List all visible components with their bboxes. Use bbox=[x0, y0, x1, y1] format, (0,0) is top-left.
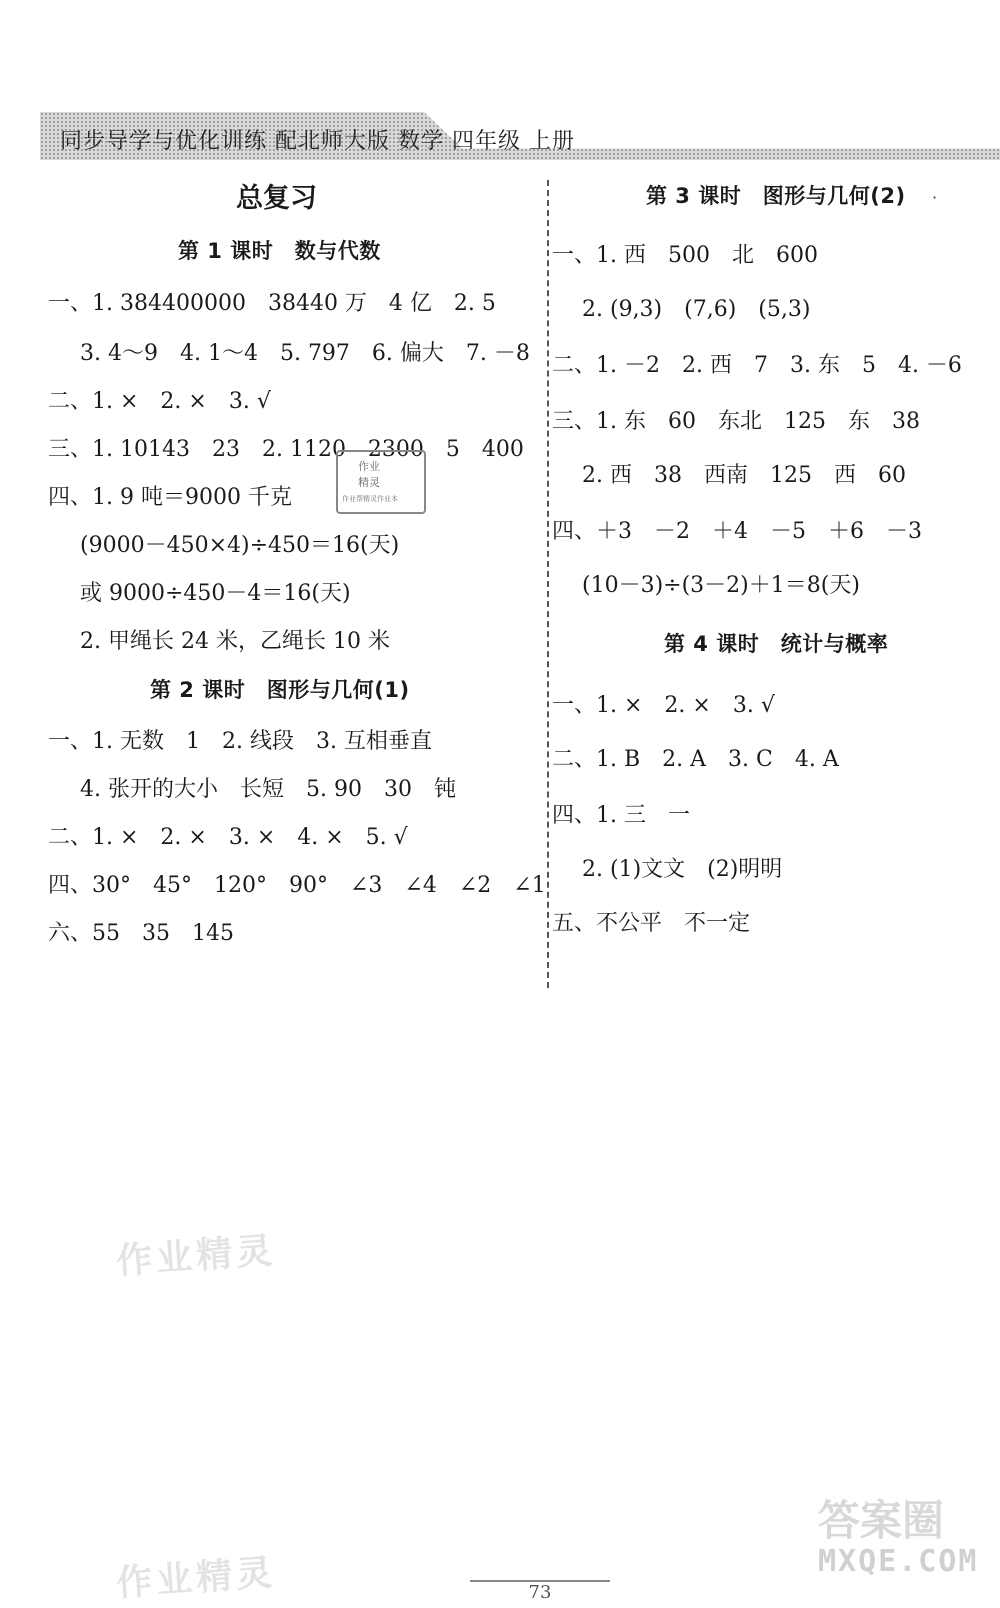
answer-line: 一、1. 无数 1 2. 线段 3. 互相垂直 bbox=[48, 729, 432, 754]
answer-line: 或 9000÷450－4＝16(天) bbox=[80, 581, 351, 606]
page-number: 73 bbox=[470, 1580, 610, 1608]
answer-line: 3. 4～9 4. 1～4 5. 797 6. 偏大 7. －8 bbox=[80, 341, 530, 366]
answer-line: 一、1. 西 500 北 600 bbox=[552, 243, 818, 268]
book-header: 同步导学与优化训练 配北师大版 数学 四年级 上册 bbox=[60, 129, 575, 154]
answer-line: 三、1. 10143 23 2. 1120 2300 5 400 bbox=[48, 437, 524, 462]
watermark: 作业精灵 bbox=[114, 1229, 278, 1283]
watermark-url: MXQE.COM bbox=[818, 1544, 979, 1579]
stamp-text: 作业帮精灵作业本 bbox=[342, 495, 398, 503]
answer-line: 二、1. × 2. × 3. √ bbox=[48, 389, 271, 414]
answer-line: 4. 张开的大小 长短 5. 90 30 钝 bbox=[80, 777, 456, 802]
lesson-1-heading: 第 1 课时 数与代数 bbox=[178, 239, 381, 263]
lesson-3-heading: 第 3 课时 图形与几何(2) bbox=[646, 184, 906, 208]
answer-line: 四、＋3 －2 ＋4 －5 ＋6 －3 bbox=[552, 519, 922, 544]
column-divider bbox=[547, 180, 549, 988]
stamp-text: 精灵 bbox=[358, 476, 380, 489]
answer-line: 二、1. × 2. × 3. × 4. × 5. √ bbox=[48, 825, 408, 850]
answer-line: 二、1. －2 2. 西 7 3. 东 5 4. －6 bbox=[552, 353, 962, 378]
page-title: 总复习 bbox=[236, 183, 317, 214]
answer-line: 2. 西 38 西南 125 西 60 bbox=[582, 463, 906, 488]
answer-line: (9000－450×4)÷450＝16(天) bbox=[80, 533, 400, 558]
lesson-4-heading: 第 4 课时 统计与概率 bbox=[664, 632, 889, 656]
watermark-logo: 答案圈 bbox=[818, 1496, 945, 1545]
answer-line: 2. (9,3) (7,6) (5,3) bbox=[582, 297, 811, 322]
answer-line: 五、不公平 不一定 bbox=[552, 911, 751, 936]
answer-line: 三、1. 东 60 东北 125 东 38 bbox=[552, 409, 920, 434]
stamp-text: 作业 bbox=[358, 460, 380, 473]
answer-line: 一、1. × 2. × 3. √ bbox=[552, 693, 775, 718]
answer-line: 二、1. B 2. A 3. C 4. A bbox=[552, 747, 839, 772]
answer-line: 六、55 35 145 bbox=[48, 921, 234, 946]
lesson-2-heading: 第 2 课时 图形与几何(1) bbox=[150, 678, 410, 702]
answer-line: 四、30° 45° 120° 90° ∠3 ∠4 ∠2 ∠1 bbox=[48, 873, 546, 898]
answer-line: 四、1. 9 吨＝9000 千克 bbox=[48, 485, 292, 510]
answer-line: (10－3)÷(3－2)＋1＝8(天) bbox=[582, 573, 860, 598]
answer-line: 一、1. 384400000 38440 万 4 亿 2. 5 bbox=[48, 291, 496, 316]
answer-line: 2. (1)文文 (2)明明 bbox=[582, 857, 783, 882]
answer-line: 2. 甲绳长 24 米，乙绳长 10 米 bbox=[80, 629, 390, 654]
decorative-dot: · bbox=[932, 188, 938, 207]
stamp bbox=[336, 450, 426, 514]
answer-line: 四、1. 三 一 bbox=[552, 803, 690, 828]
watermark: 作业精灵 bbox=[114, 1551, 278, 1605]
